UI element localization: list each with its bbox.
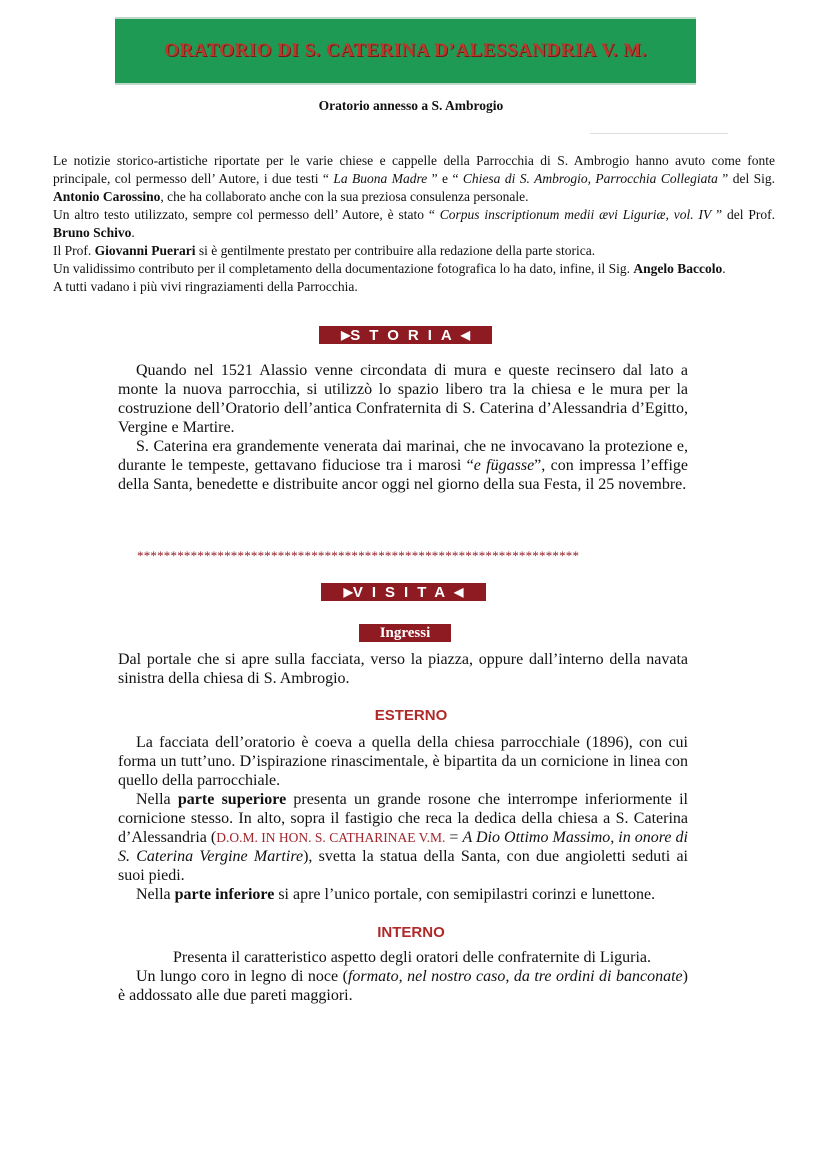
esterno-heading: ESTERNO bbox=[374, 707, 448, 724]
subtitle: Oratorio annesso a S. Ambrogio bbox=[318, 98, 504, 113]
intro-paragraph-1: Le notizie storico-artistiche riportate per le varie chiese e cappelle della Parrocchia di S. Ambrogio hanno avuto come fonte principale, col permesso dell’ Autore, i due testi “ La Buona Madre ” e “ Chiesa di S. Ambrogio, Parrocchia Collegiata ” del Sig. Antonio Carossino, che ha collaborato anche con la sua preziosa consulenza personale. bbox=[53, 153, 776, 204]
esterno-paragraph-3: Nella parte inferiore si apre l’unico portale, con semipilastri corinzi e lunettone. bbox=[136, 886, 656, 903]
esterno-text bbox=[118, 733, 688, 904]
ingressi-paragraph: Dal portale che si apre sulla facciata, verso la piazza, oppure dall’interno della navata sinistra della chiesa di S. Ambrogio. bbox=[118, 651, 688, 687]
left-triangle-icon: ◀ bbox=[454, 585, 464, 599]
storia-text bbox=[118, 361, 688, 494]
left-triangle-icon: ◀ bbox=[460, 328, 470, 342]
inscription-text: D.O.M. IN HON. S. CATHARINAE V.M. bbox=[216, 830, 446, 845]
intro-paragraph-3: Il Prof. Giovanni Puerari si è gentilmente prestato per contribuire alla redazione della parte storica. bbox=[53, 243, 596, 258]
right-triangle-icon: ▶ bbox=[343, 585, 353, 599]
esterno-paragraph-2: Nella parte superiore presenta un grande rosone che interrompe inferiormente il cornicione stesso. In alto, sopra il fastigio che reca la dedica della chiesa a S. Caterina d’Alessandria (D.O.M. IN HON. S. CATHARINAE V.M. = A Dio Ottimo Massimo, in onore di S. Caterina Vergine Martire), svetta la statua della Santa, con due angioletti seduti ai suoi piedi. bbox=[118, 791, 688, 884]
section-tag-visita: ▶ VISITA ◀ bbox=[321, 583, 486, 601]
storia-paragraph-2: S. Caterina era grandemente venerata dai marinai, che ne invocavano la protezione e, durante le tempeste, gettavano fiduciose tra i marosi “e fügasse”, con impressa l’effige della Santa, benedette e distribuite ancor oggi nel giorno della sua Festa, il 25 novembre. bbox=[118, 438, 688, 493]
interno-text bbox=[118, 948, 688, 1005]
section-tag-storia: ▶ STORIA ◀ bbox=[319, 326, 492, 344]
right-triangle-icon: ▶ bbox=[341, 328, 351, 342]
star-divider: ****************************************************************** bbox=[137, 548, 580, 563]
intro-paragraph-2: Un altro testo utilizzato, sempre col permesso dell’ Autore, è stato “ Corpus inscriptionum medii ævi Liguriæ, vol. IV ” del Prof. Bruno Schivo. bbox=[53, 207, 775, 240]
intro-paragraph-5: A tutti vadano i più vivi ringraziamenti della Parrocchia. bbox=[53, 279, 358, 294]
ingressi-text bbox=[118, 650, 688, 688]
intro-paragraph-4: Un validissimo contributo per il completamento della documentazione fotografica lo ha dato, infine, il Sig. Angelo Baccolo. bbox=[53, 261, 726, 276]
page-title: ORATORIO DI S. CATERINA D’ALESSANDRIA V. M. bbox=[164, 40, 647, 61]
ingressi-label: Ingressi bbox=[359, 624, 451, 642]
esterno-paragraph-1: La facciata dell’oratorio è coeva a quella della chiesa parrocchiale (1896), con cui forma un tutt’uno. D’ispirazione rinascimentale, è bipartita da un cornicione in linea con quello della parrocchiale. bbox=[118, 734, 688, 789]
interno-heading: INTERNO bbox=[377, 924, 445, 941]
interno-paragraph-1: Presenta il caratteristico aspetto degli oratori delle confraternite di Liguria. bbox=[172, 949, 652, 966]
intro-text bbox=[53, 152, 775, 296]
storia-paragraph-1: Quando nel 1521 Alassio venne circondata di mura e queste recinsero dal lato a monte la nuova parrocchia, si utilizzò lo spazio libero tra la chiesa e le mura per la costruzione dell’Oratorio dell’antica Confraternita di S. Caterina d’Alessandria d’Egitto, Vergine e Martire. bbox=[118, 362, 688, 436]
interno-paragraph-2: Un lungo coro in legno di noce (formato, nel nostro caso, da tre ordini di banconate) è addossato alle due pareti maggiori. bbox=[118, 968, 688, 1004]
divider-line bbox=[590, 133, 728, 134]
title-banner bbox=[115, 17, 696, 85]
